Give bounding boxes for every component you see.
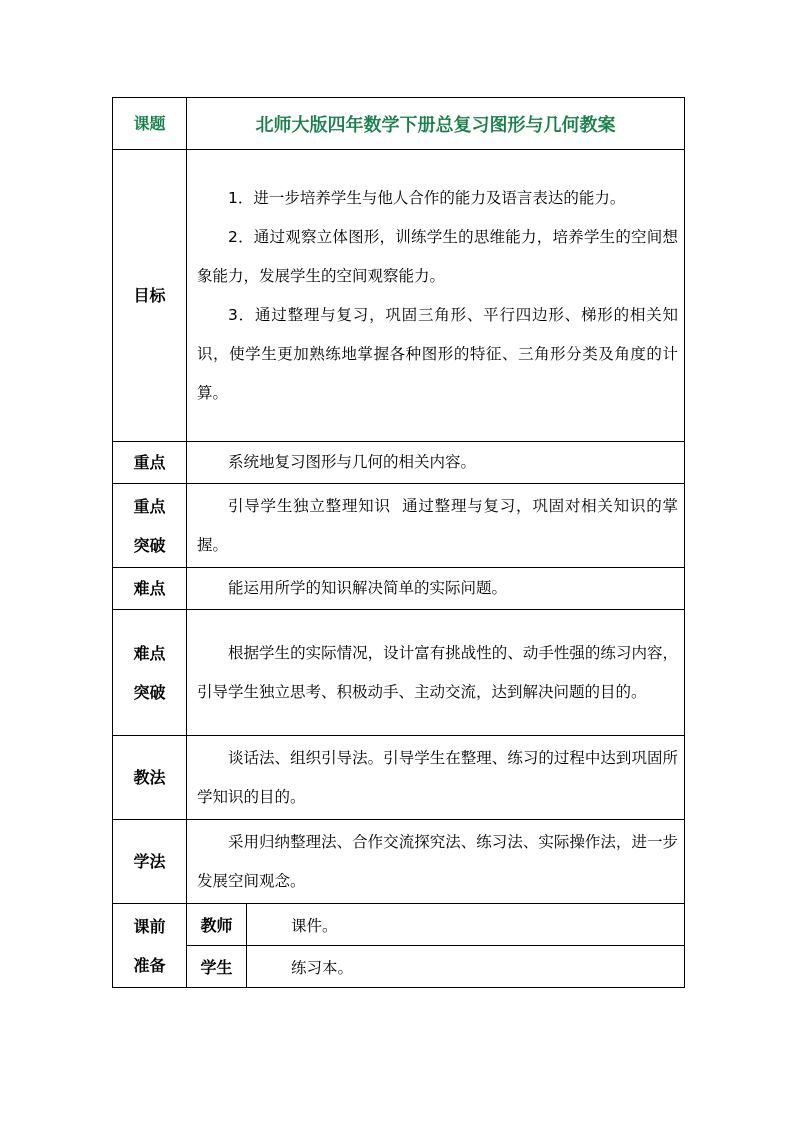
key-point-row bbox=[113, 442, 685, 484]
key-point-content bbox=[187, 442, 685, 484]
goal-item-2: 2．通过观察立体图形，训练学生的思维能力，培养学生的空间想象能力，发展学生的空间观察能力。 bbox=[197, 227, 678, 285]
teacher-label: 教师 bbox=[187, 904, 247, 946]
key-breakthrough-row bbox=[113, 484, 685, 568]
goals-content bbox=[187, 150, 685, 442]
preparation-teacher-row bbox=[113, 904, 685, 946]
learning-method-text: 采用归纳整理法、合作交流探究法、练习法、实际操作法，进一步发展空间观念。 bbox=[197, 832, 678, 890]
key-point-text: 系统地复习图形与几何的相关内容。 bbox=[228, 453, 477, 471]
student-value: 练习本。 bbox=[247, 946, 685, 988]
difficulty-content bbox=[187, 568, 685, 610]
lesson-title: 北师大版四年数学下册总复习图形与几何教案 bbox=[187, 98, 685, 150]
key-breakthrough-label-line1: 重点 bbox=[133, 496, 166, 516]
preparation-label-line1: 课前 bbox=[133, 916, 166, 936]
learning-method-content bbox=[187, 820, 685, 904]
goals-label: 目标 bbox=[113, 150, 187, 442]
teacher-value: 课件。 bbox=[247, 904, 685, 946]
teaching-method-content bbox=[187, 736, 685, 820]
teaching-method-text: 谈话法、组织引导法。引导学生在整理、练习的过程中达到巩固所学知识的目的。 bbox=[197, 748, 678, 806]
key-point-label: 重点 bbox=[113, 442, 187, 484]
goal-item-3: 3．通过整理与复习，巩固三角形、平行四边形、梯形的相关知识，使学生更加熟练地掌握各种图形的特征、三角形分类及角度的计算。 bbox=[197, 305, 678, 402]
teaching-method-row bbox=[113, 736, 685, 820]
student-label: 学生 bbox=[187, 946, 247, 988]
goal-item-1: 1．进一步培养学生与他人合作的能力及语言表达的能力。 bbox=[228, 188, 626, 207]
preparation-label-line2: 准备 bbox=[133, 955, 166, 975]
difficulty-breakthrough-text: 根据学生的实际情况，设计富有挑战性的、动手性强的练习内容，引导学生独立思考、积极动手、主动交流，达到解决问题的目的。 bbox=[197, 643, 678, 701]
lesson-plan-table bbox=[112, 97, 685, 988]
key-breakthrough-label-line2: 突破 bbox=[133, 535, 166, 555]
learning-method-row bbox=[113, 820, 685, 904]
difficulty-breakthrough-label-line1: 难点 bbox=[133, 643, 166, 663]
difficulty-breakthrough-row bbox=[113, 610, 685, 736]
difficulty-breakthrough-content bbox=[187, 610, 685, 736]
title-row bbox=[113, 98, 685, 150]
key-breakthrough-label bbox=[113, 484, 187, 568]
difficulty-breakthrough-label-line2: 突破 bbox=[133, 682, 166, 702]
difficulty-row bbox=[113, 568, 685, 610]
key-breakthrough-text: 引导学生独立整理知识 通过整理与复习，巩固对相关知识的掌握。 bbox=[197, 496, 678, 554]
key-breakthrough-content bbox=[187, 484, 685, 568]
preparation-label bbox=[113, 904, 187, 988]
topic-label: 课题 bbox=[113, 98, 187, 150]
teaching-method-label: 教法 bbox=[113, 736, 187, 820]
preparation-student-row bbox=[113, 946, 685, 988]
difficulty-breakthrough-label bbox=[113, 610, 187, 736]
difficulty-label: 难点 bbox=[113, 568, 187, 610]
difficulty-text: 能运用所学的知识解决简单的实际问题。 bbox=[228, 579, 508, 597]
goals-row bbox=[113, 150, 685, 442]
learning-method-label: 学法 bbox=[113, 820, 187, 904]
